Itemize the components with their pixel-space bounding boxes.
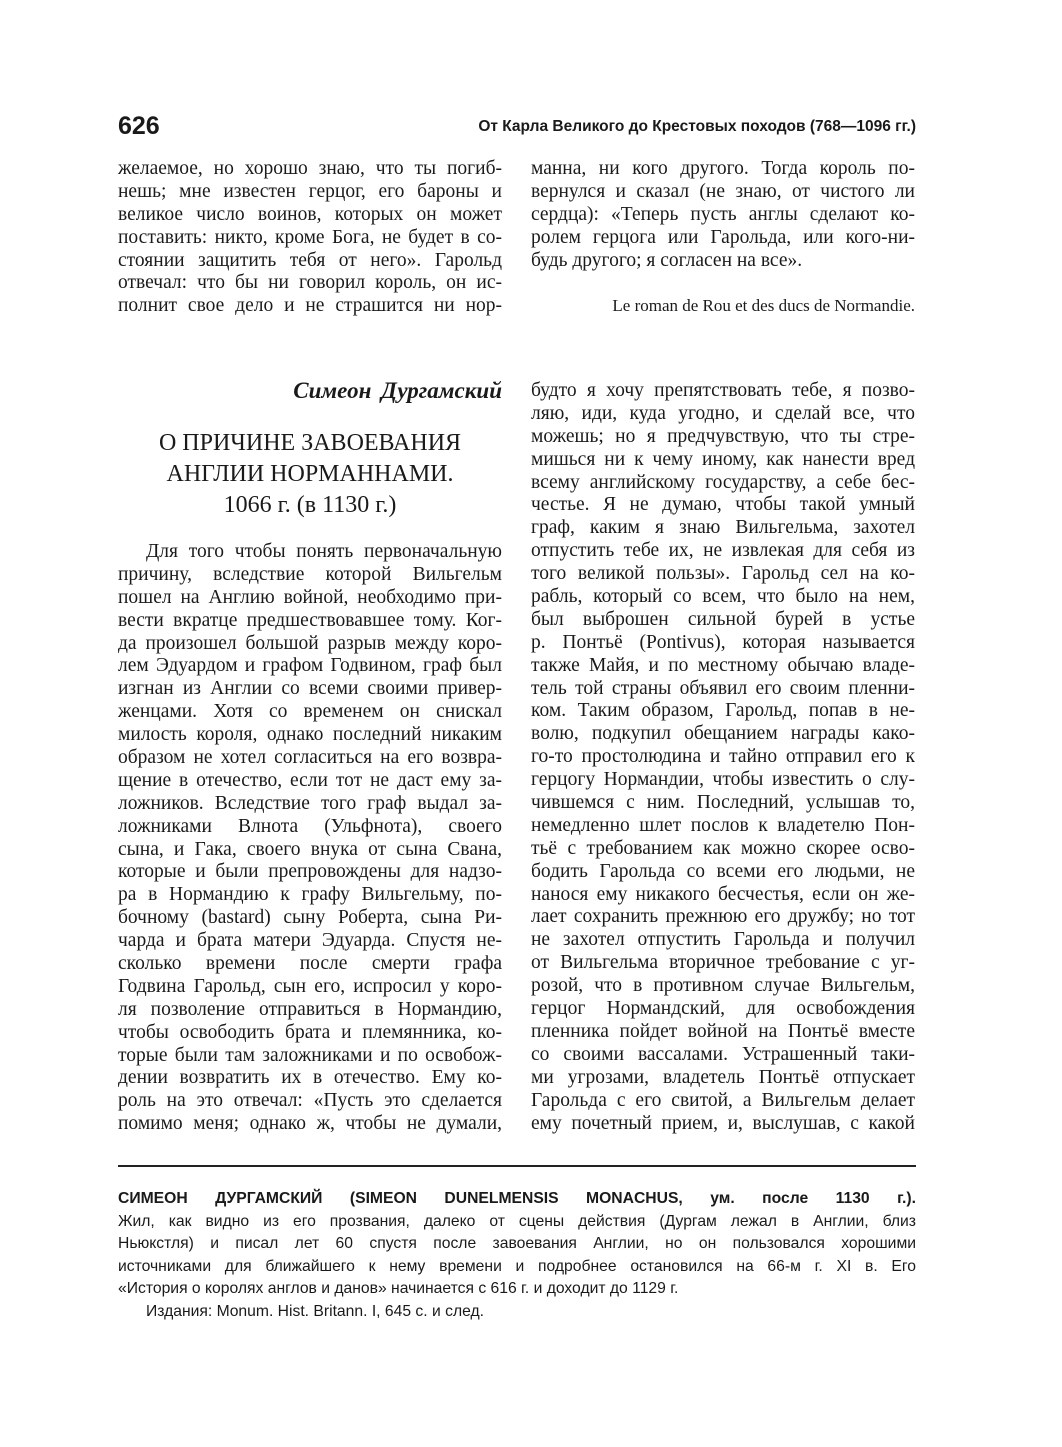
title-line: 1066 г. (в 1130 г.) (223, 492, 397, 518)
top-left-column (118, 158, 502, 318)
text-line: лает сохранить прежнюю его дружбу; но тот (531, 906, 915, 928)
footnote (118, 1188, 916, 1324)
text-line: торые были там заложниками и по освобож- (118, 1044, 502, 1066)
text-line: герцогу Нормандии, чтобы известить о слу- (531, 769, 915, 791)
text-line: того великой пользы». Гарольд сел на ко- (531, 563, 915, 585)
text-line: мишься ни к чему иному, как нанести вред (531, 448, 915, 470)
text-line: да произошел большой разрыв между коро- (118, 632, 502, 654)
text-line: также Майя, и по местному обычаю владе- (531, 654, 915, 676)
text-line: великое число воинов, которых он может (118, 203, 502, 225)
text-line: Гарольда с его свитой, а Вильгельм делает (531, 1089, 915, 1111)
text-line: чтобы освободить брата и племянника, ко- (118, 1021, 502, 1043)
title-line: О ПРИЧИНЕ ЗАВОЕВАНИЯ (158, 430, 462, 456)
source-attribution: Le roman de Rou et des ducs de Normandie. (612, 296, 915, 315)
text-line: го-то простолюдина и тайно отправил его к (531, 746, 915, 768)
text-line: тель той страны объявил его своим пленни- (531, 677, 915, 699)
text-line: сколько времени после смерти графа (118, 953, 502, 975)
text-line: женцами. Хотя со временем он снискал (118, 701, 502, 723)
footnote-editions: Издания: Monum. Hist. Britann. I, 645 с. и след. (146, 1302, 485, 1320)
text-line: полнит свое дело и не страшится ни нор- (118, 295, 502, 317)
text-line: ложниками Влнота (Ульфнота), своего (118, 815, 502, 837)
text-line: будто я хочу препятствовать тебе, я позво- (531, 380, 915, 401)
text-line: ему почетный прием, и, выслушав, с какой (531, 1112, 915, 1134)
text-line: от Вильгельма вторичное требование с уг- (531, 952, 915, 974)
text-line: не захотел отпустить Гарольда и получил (531, 929, 915, 951)
text-line: помимо меня; однако ж, чтобы не думали, (118, 1113, 502, 1135)
top-right-column (531, 158, 915, 272)
running-head: От Карла Великого до Крестовых походов (768—1096 гг.) (478, 118, 916, 135)
text-line: желаемое, но хорошо знаю, что ты погиб- (118, 158, 502, 179)
text-line: будь другого; я согласен на все». (531, 249, 803, 271)
text-line: р. Понтьё (Pontivus), которая называется (531, 631, 915, 653)
text-line: ложников. Вследствие того граф выдал за- (118, 792, 502, 814)
text-line: отвечал: что бы ни говорил король, он ис- (118, 272, 502, 294)
text-line: милость короля, однако последний никаким (118, 724, 502, 746)
text-line: щение в отечество, если тот не даст ему за- (118, 769, 502, 791)
text-line: пленника пойдет войной на Понтьё вместе (531, 1020, 915, 1042)
footnote-divider (118, 1165, 916, 1167)
text-line: лем Эдуардом и графом Годвином, граф был (118, 655, 502, 677)
text-line: граф, каким я знаю Вильгельма, захотел (531, 517, 915, 539)
text-line: нешь; мне известен герцог, его бароны и (118, 180, 502, 202)
text-line: бочному (bastard) сыну Роберта, сына Ри- (118, 907, 502, 929)
text-line: был выброшен сильной бурей в устье (531, 608, 915, 630)
footnote-heading: СИМЕОН ДУРГАМСКИЙ (SIMEON DUNELMENSIS MONACHUS, ум. после 1130 г.). (118, 1190, 916, 1207)
text-line: поставить: никто, кроме Бога, не будет в со- (118, 226, 502, 248)
text-line: ми угрозами, владетель Понтьё отпускает (531, 1066, 915, 1088)
text-line: стоянии защитить тебя от него». Гарольд (118, 249, 502, 271)
article-right-column (531, 380, 915, 1135)
title-line: АНГЛИИ НОРМАННАМИ. (166, 461, 454, 487)
text-line: Жил, как видно из его прозвания, далеко от сцены действия (Дургам лежал в Англии, близ (118, 1212, 916, 1230)
article-left-column (118, 541, 502, 1136)
text-line: дении возвратить их в отечество. Ему ко- (118, 1067, 502, 1089)
text-line: изгнан из Англии со всеми своими привер- (118, 678, 502, 700)
text-line: розой, что в противном случае Вильгельм, (531, 975, 915, 997)
text-line: которые и были препровождены для надзо- (118, 861, 502, 883)
text-line: герцог Нормандский, для освобождения (531, 998, 915, 1020)
page-header (118, 112, 916, 148)
article-title (118, 428, 502, 521)
text-line: пошел на Англию войной, необходимо при- (118, 586, 502, 608)
text-line: ля позволение отправиться в Нормандию, (118, 998, 502, 1020)
text-line: сына, и Гака, своего внука от сына Свана, (118, 838, 502, 860)
text-line: ролем герцога или Гарольда, или кого-ни- (531, 226, 915, 248)
text-line: честье. Я не думаю, чтобы такой умный (531, 494, 915, 516)
text-line: нанося ему никакого бесчестья, если он же- (531, 883, 915, 905)
text-line: образом не хотел согласиться на его возвра- (118, 747, 502, 769)
text-line: рабль, который со всем, что было на нем, (531, 586, 915, 608)
footnote-body (118, 1211, 916, 1301)
text-line: можешь; но я предчувствую, что ты стре- (531, 425, 915, 447)
text-line: сердца): «Теперь пусть англы сделают ко- (531, 203, 915, 225)
text-line: «История о королях англов и данов» начинается с 616 г. и доходит до 1129 г. (118, 1280, 679, 1298)
text-line: ляю, иди, куда угодно, и сделай все, что (531, 402, 915, 424)
text-line: ком. Таким образом, Гарольд, попав в не- (531, 700, 915, 722)
text-line: вести вкратце предшествовавшее тому. Ког- (118, 609, 502, 631)
text-line: тьё с требованием как можно скорее осво- (531, 837, 915, 859)
text-line: вернулся и сказал (не знаю, от чистого ли (531, 180, 915, 202)
text-line: причину, вследствие которой Вильгельм (118, 563, 502, 585)
text-line: бодить Гарольда со всеми его людьми, не (531, 860, 915, 882)
text-line: манна, ни кого другого. Тогда король по- (531, 158, 915, 179)
text-line: Ньюкстля) и писал лет 60 спустя после завоевания Англии, но он пользовался хорошими (118, 1235, 916, 1253)
text-line: чарда и брата матери Эдуарда. Спустя не- (118, 930, 502, 952)
text-line: Годвина Гарольд, сын его, испросил у коро- (118, 975, 502, 997)
article-author: Симеон Дургамский (293, 378, 502, 403)
page-number: 626 (118, 112, 160, 140)
text-line: всему английскому государству, а себе бес- (531, 471, 915, 493)
text-line: со своими вассалами. Устрашенный таки- (531, 1043, 915, 1065)
text-line: отпустить тебе их, не извлекая для себя из (531, 540, 915, 562)
text-line: роль на это отвечал: «Пусть это сделается (118, 1090, 502, 1112)
text-line: Для того чтобы понять первоначальную (146, 541, 502, 562)
text-line: ра в Нормандию к графу Вильгельму, по- (118, 884, 502, 906)
text-line: волю, подкупил обещанием награды како- (531, 723, 915, 745)
text-line: источниками для ближайшего к нему времени и подробнее остановился на 66-м г. XI в. Его (118, 1257, 916, 1275)
text-line: чившемся с ним. Последний, услышав то, (531, 792, 915, 814)
text-line: немедленно шлет послов к владетелю Пон- (531, 814, 915, 836)
